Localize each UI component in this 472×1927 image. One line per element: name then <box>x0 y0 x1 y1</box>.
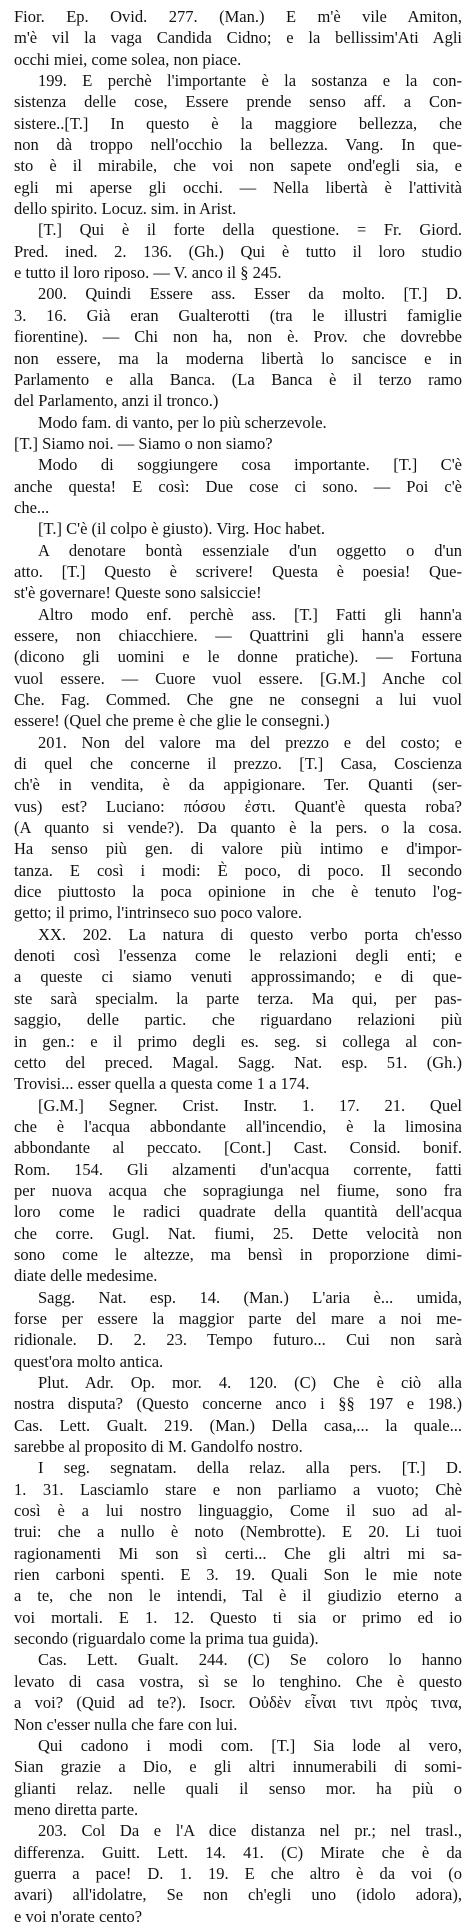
text-line: [T.] Siamo noi. — Siamo o non siamo? <box>14 433 273 453</box>
text-line: a voi? (Quid ad te?). Isocr. Οὐδὲν εἶναι τινι πρὸς τινα, <box>14 1693 462 1713</box>
text-line: ridionale. D. 2. 23. Tempo futuro... Cui non sarà <box>14 1330 462 1350</box>
text-line: Parlamento e alla Banca. (La Banca è il terzo ramo <box>14 369 462 389</box>
text-line: m'è vil la vaga Candida Cidno; e la bellissim'Ati Agli <box>14 28 462 48</box>
text-line: [G.M.] Segner. Crist. Instr. 1. 17. 21. Quel <box>38 1095 462 1115</box>
text-line: ragionamenti Mi son sì certi... Che gli altri mi sa- <box>14 1543 462 1563</box>
text-line: Sagg. Nat. esp. 14. (Man.) L'aria è... umida, <box>38 1287 462 1307</box>
text-line: Pred. ined. 2. 136. (Gh.) Qui è tutto il loro studio <box>14 241 462 261</box>
text-line: Rom. 154. Gli alzamenti d'un'acqua corrente, fatti <box>14 1159 462 1179</box>
text-line: nostra disputa? (Questo concerne anco i §§ 197 e 198.) <box>14 1394 462 1414</box>
text-line: cetto del preced. Magal. Sagg. Nat. esp. 51. (Gh.) <box>14 1052 462 1072</box>
text-line: dice piuttosto la poca opinione in che è tenuto l'og- <box>14 882 462 902</box>
text-line: a queste ci siamo venuti approssimando; e di que- <box>14 967 462 987</box>
text-line: Qui cadono i modi com. [T.] Sia lode al vero, <box>38 1735 462 1755</box>
text-line: Modo fam. di vanto, per lo più scherzevole. <box>38 412 327 432</box>
text-line: e voi n'orate cento? <box>14 1906 143 1926</box>
text-line: sto è il mirabile, che voi non sapete ond'egli sia, e <box>14 156 462 176</box>
text-line: Sian grazie a Dio, e gli altri innumerabili di somi- <box>14 1757 462 1777</box>
text-line: Non c'esser nulla che fare con lui. <box>14 1714 238 1734</box>
text-line: getto; il primo, l'intrinseco suo poco valore. <box>14 903 303 923</box>
text-line: I seg. segnatam. della relaz. alla pers. [T.] D. <box>38 1458 462 1478</box>
text-line: 199. E perchè l'importante è la sostanza e la con- <box>38 71 462 91</box>
text-line: occhi miei, come solea, non piace. <box>14 49 242 69</box>
text-line: differenza. Guitt. Lett. 14. 41. (C) Mirate che è da <box>14 1842 462 1862</box>
text-line: quest'ora molto antica. <box>14 1351 164 1371</box>
text-line: egli mi aperse gli occhi. — Nella libertà è l'attività <box>14 177 462 197</box>
text-line: 201. Non del valore ma del prezzo e del costo; e <box>38 732 462 752</box>
text-line: meno diretta parte. <box>14 1799 139 1819</box>
text-line: Cas. Lett. Gualt. 244. (C) Se coloro lo hanno <box>38 1650 462 1670</box>
text-line: glianti relaz. nelle quali il senso mor. ha più o <box>14 1778 462 1798</box>
text-line: voi mortali. E 1. 12. Questo ti sia or primo ed io <box>14 1607 462 1627</box>
text-line: levato di casa vostra, sì se lo tenghino. Che è questo <box>14 1671 462 1691</box>
text-line: abbondante al peccato. [Cont.] Cast. Consid. bonif. <box>14 1138 462 1158</box>
text-line: forse per essere la maggior parte del mare a noi me- <box>14 1308 462 1328</box>
text-line: 203. Col Da e l'A dice distanza nel pr.; nel trasl., <box>38 1821 462 1841</box>
text-line: fiorentine). — Chi non ha, non è. Prov. che dovrebbe <box>14 327 462 347</box>
text-line: a te, che non le intendi, Tal è il giudizio eterno a <box>14 1586 462 1606</box>
text-line: rien carboni spenti. E 3. 19. Quali Son le mie note <box>14 1565 462 1585</box>
text-line: così è a lui nostro linguaggio, Come il suo ad al- <box>14 1501 462 1521</box>
text-line: che... <box>14 497 50 517</box>
text-line: Ha senso più gen. di valore più intimo e d'impor- <box>14 839 462 859</box>
text-line: sistere..[T.] In questo è la maggiore bellezza, che <box>14 113 462 133</box>
text-line: 200. Quindi Essere ass. Esser da molto. [T.] D. <box>38 284 462 304</box>
text-line: (dicono gli uomini e le donne pratiche). — Fortuna <box>14 647 462 667</box>
text-line: essere, non chiacchiere. — Quattrini gli hann'a essere <box>14 625 462 645</box>
text-line: tanza. E così i modi: È poco, di poco. Il secondo <box>14 860 462 880</box>
text-line: sarebbe al proposito di M. Gandolfo nostro. <box>14 1437 303 1457</box>
text-line: Fior. Ep. Ovid. 277. (Man.) E m'è vile Amiton, <box>14 7 462 26</box>
text-line: vuol essere. — Cuore vuol essere. [G.M.] Anche col <box>14 668 462 688</box>
text-line: A denotare bontà essenziale d'un oggetto o d'un <box>38 540 462 560</box>
text-line: sono come le altezze, ma bensì in proporzione dimi- <box>14 1244 462 1264</box>
text-line: in gen.: e il primo degli es. seg. si collega al con- <box>14 1031 462 1051</box>
text-line: guerra a pace! D. 1. 19. E che altro è da voi (o <box>14 1863 462 1883</box>
text-line: XX. 202. La natura di questo verbo porta ch'esso <box>38 924 462 944</box>
text-line: avari) all'idolatre, Se non ch'egli uno (idolo adora), <box>14 1885 462 1905</box>
text-line: 1. 31. Lasciamlo stare e non parliamo a vuoto; Chè <box>14 1479 462 1499</box>
text-line: e tutto il loro riposo. — V. anco il § 245. <box>14 263 282 283</box>
text-line: saggio, delle partic. che riguardano relazioni più <box>14 1010 462 1030</box>
text-line: 3. 16. Già eran Gualterotti (tra le illustri famiglie <box>14 305 462 325</box>
text-line: anche questa! E così: Due cose ci sono. — Poi c'è <box>14 476 462 496</box>
text-line: Modo di soggiungere cosa importante. [T.] C'è <box>38 455 462 475</box>
text-line: essere! (Quel che preme è che glie le consegni.) <box>14 711 330 731</box>
text-line: del Parlamento, anzi il tronco.) <box>14 391 219 411</box>
text-line: st'è governare! Queste sono salsiccie! <box>14 583 262 603</box>
text-line: che è l'acqua abbondante all'incendio, è la limosina <box>14 1116 462 1136</box>
text-line: di quel che concerne il prezzo. [T.] Casa, Coscienza <box>14 754 462 774</box>
text-line: loro come le radici quadrate della quantità dell'acqua <box>14 1202 462 1222</box>
text-line: (A quanto si vende?). Da quanto è la pers. o la cosa. <box>14 818 462 838</box>
text-line: [T.] Qui è il forte della questione. = Fr. Giord. <box>38 220 462 240</box>
text-line: diate delle medesime. <box>14 1266 158 1286</box>
text-line: secondo (riguardalo come la prima tua guida). <box>14 1629 319 1649</box>
text-line: dello spirito. Locuz. sim. in Arist. <box>14 199 237 219</box>
text-line: Altro modo enf. perchè ass. [T.] Fatti gli hann'a <box>38 604 462 624</box>
text-line: ch'è in vendita, è da appigionare. Ter. Quanti (ser- <box>14 775 462 795</box>
text-line: Che. Fag. Commed. Che gne ne consegni a lui vuol <box>14 690 462 709</box>
text-line: non dà troppo nell'occhio la bellezza. Vang. In que- <box>14 135 462 155</box>
text-line: Plut. Adr. Op. mor. 4. 120. (C) Che è ciò alla <box>38 1373 462 1392</box>
text-line: ste sarà specialm. la parte terza. Ma qui, per pas- <box>14 988 462 1008</box>
text-line: vus) est? Luciano: πόσου ἐστι. Quant'è questa roba? <box>14 796 462 816</box>
text-line: che corre. Gugl. Nat. fiumi, 25. Dette velocità non <box>14 1223 462 1243</box>
text-line: per nuova acqua che sopragiunga nel fiume, sono fra <box>14 1180 462 1200</box>
text-line: [T.] C'è (il colpo è giusto). Virg. Hoc habet. <box>38 519 326 539</box>
text-line: Trovisi... esser quella a questa come 1 a 174. <box>14 1074 310 1094</box>
text-line: trui: che a nullo è noto (Nembrotte). E 20. Li tuoi <box>14 1522 462 1542</box>
text-line: atto. [T.] Questo è scrivere! Questa è poesia! Que- <box>14 561 462 581</box>
text-line: non essere, ma la moderna libertà lo sancisce e in <box>14 348 462 368</box>
text-line: Cas. Lett. Gualt. 219. (Man.) Della casa,... la quale... <box>14 1415 462 1435</box>
text-line: denoti così l'essenza come le relazioni degli enti; e <box>14 946 462 966</box>
text-line: sistenza delle cose, Essere prende senso aff. a Con- <box>14 92 462 112</box>
